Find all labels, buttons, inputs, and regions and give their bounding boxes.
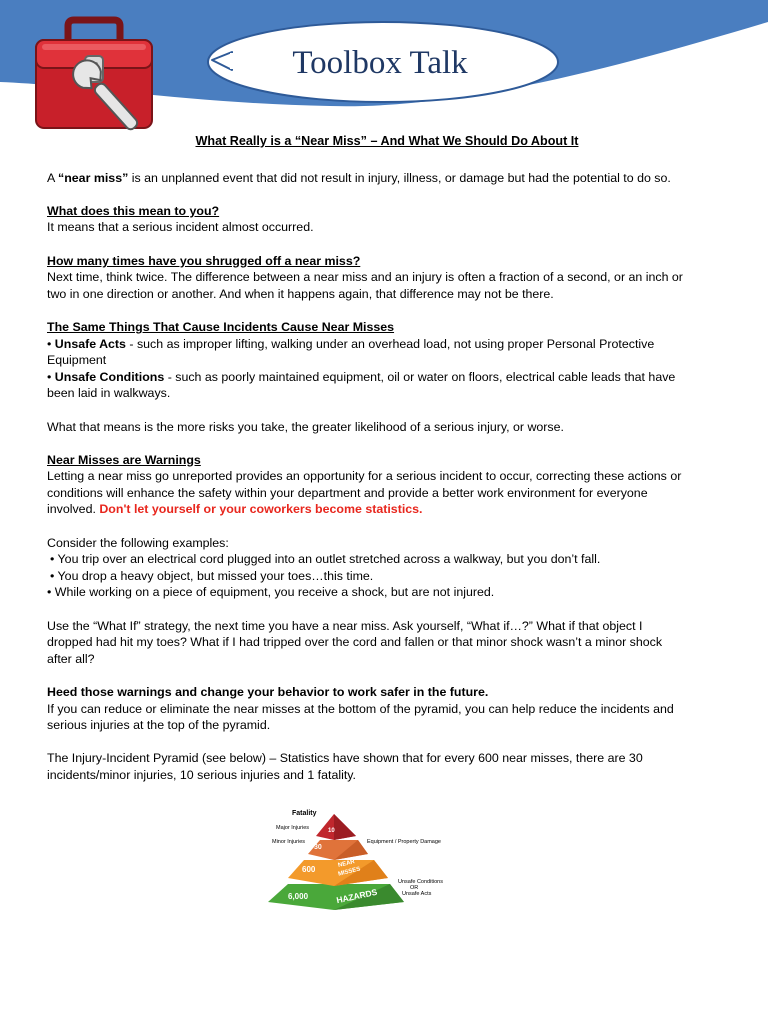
bullet-unsafe-conditions-cont: been laid in walkways. [47, 386, 171, 401]
section-text-shrugged-2: two in one direction or another. And when it happens again, that difference may not be there. [47, 286, 554, 301]
pyramid-label-major: Major Injuries [276, 825, 310, 831]
pyramid-value-30: 30 [314, 844, 322, 851]
section-text-warnings-2: conditions will enhance the safety within your department and provide a better work environment for everyone [47, 485, 648, 500]
section-heading-shrugged: How many times have you shrugged off a near miss? [47, 253, 361, 268]
document-title: What Really is a “Near Miss” – And What We Should Do About It [195, 134, 579, 148]
intro-paragraph: A “near miss” is an unplanned event that did not result in injury, illness, or damage but had the potential to do so. [47, 170, 671, 185]
bullet-unsafe-conditions: • Unsafe Conditions - such as poorly maintained equipment, oil or water on floors, electrical cable leads that have [47, 369, 676, 384]
section-text-shrugged-1: Next time, think twice. The difference between a near miss and an injury is often a fraction of a second, or an inch or [47, 270, 683, 285]
pyramid-text-1: The Injury-Incident Pyramid (see below) – Statistics have shown that for every 600 near misses, there are 30 [47, 751, 643, 766]
pyramid-value-10: 10 [328, 828, 335, 834]
bullet-unsafe-acts-cont: Equipment [47, 353, 107, 368]
pyramid-value-6000: 6,000 [288, 892, 309, 901]
toolbox-icon [28, 14, 156, 134]
section-heading-warnings: Near Misses are Warnings [47, 452, 201, 467]
whatif-paragraph-2: dropped had hit my toes? What if I had tripped over the cord and fallen or that minor shock wasn’t a minor shock [47, 635, 663, 650]
pyramid-label-fatality: Fatality [292, 810, 317, 817]
section-text-meaning: It means that a serious incident almost occurred. [47, 220, 314, 235]
whatif-paragraph-1: Use the “What If” strategy, the next time you have a near miss. Ask yourself, “What if…?” What if that object I [47, 618, 643, 633]
pyramid-label-unsafe-acts: Unsafe Acts [402, 891, 432, 897]
pyramid-label-misses: MISSES [337, 866, 362, 878]
heed-text-1: If you can reduce or eliminate the near misses at the bottom of the pyramid, you can help reduce the incidents and [47, 701, 674, 716]
section-heading-meaning: What does this mean to you? [47, 203, 220, 218]
bullet-unsafe-acts: • Unsafe Acts - such as improper lifting, walking under an overhead load, not using proper Personal Protective [47, 336, 655, 351]
section-text-warnings-1: Letting a near miss go unreported provides an opportunity for a serious incident to occur, correcting these actions or [47, 469, 682, 484]
pyramid-label-minor: Minor Injuries [272, 839, 306, 845]
heed-text-2: serious injuries at the top of the pyramid. [47, 718, 271, 733]
pyramid-label-damage: Equipment / Property Damage [367, 839, 441, 845]
warning-callout: Don't let yourself or your coworkers become statistics. [99, 502, 423, 517]
pyramid-label-near: NEAR [337, 859, 356, 869]
section-heading-causes: The Same Things That Cause Incidents Cause Near Misses [47, 319, 395, 334]
example-item: • You drop a heavy object, but missed your toes…this time. [50, 568, 374, 583]
pyramid-label-or: OR [410, 885, 419, 891]
risk-paragraph: What that means is the more risks you take, the greater likelihood of a serious injury, or worse. [47, 419, 564, 434]
example-item: • While working on a piece of equipment, you receive a shock, but are not injured. [47, 585, 495, 600]
examples-intro: Consider the following examples: [47, 535, 229, 550]
pyramid-labels [262, 808, 452, 914]
example-item: • You trip over an electrical cord plugged into an outlet stretched across a walkway, but you don’t fall. [50, 552, 601, 567]
pyramid-label-unsafe-conditions: Unsafe Conditions [398, 879, 443, 885]
section-text-warnings-3: involved. Don't let yourself or your coworkers become statistics. [47, 502, 423, 517]
heed-heading: Heed those warnings and change your behavior to work safer in the future. [47, 685, 489, 699]
pyramid-label-hazards: HAZARDS [335, 886, 379, 906]
pyramid-value-600: 600 [302, 865, 316, 874]
pyramid-text-2: incidents/minor injuries, 10 serious injuries and 1 fatality. [47, 767, 356, 782]
page-title: Toolbox Talk [292, 45, 468, 81]
whatif-paragraph-3: after all? [47, 651, 95, 666]
document-body [47, 126, 727, 784]
